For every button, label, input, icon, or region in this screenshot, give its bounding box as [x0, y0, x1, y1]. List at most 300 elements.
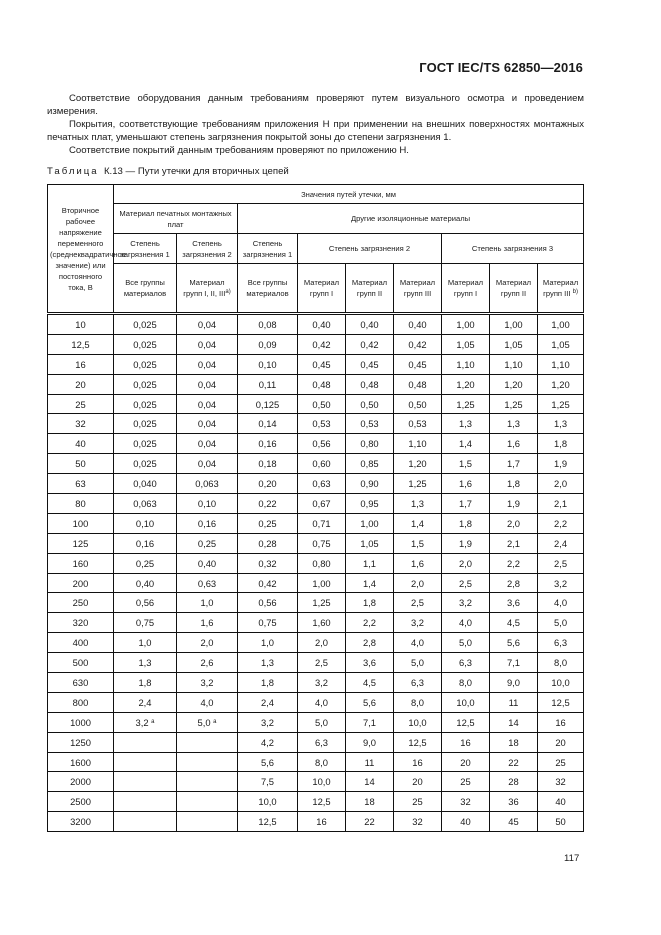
- creepage-cell: [298, 573, 346, 593]
- cell-value: 1600: [70, 756, 91, 768]
- creepage-cell: [394, 633, 442, 653]
- cell-value: 20: [460, 756, 471, 768]
- creepage-cell: [114, 354, 177, 374]
- table-row: [48, 394, 584, 414]
- creepage-cell: [346, 812, 394, 832]
- creepage-cell: [442, 394, 490, 414]
- creepage-cell: [490, 434, 538, 454]
- creepage-cell: [442, 732, 490, 752]
- creepage-cell: [346, 653, 394, 673]
- cell-value: 50: [555, 816, 566, 828]
- table-row: [48, 812, 584, 832]
- cell-value: 0,04: [197, 418, 217, 430]
- cell-value: 8,0: [458, 676, 473, 688]
- header-pd2-group-2: Материал групп II: [346, 264, 394, 314]
- table-row: [48, 673, 584, 693]
- cell-value: 80: [75, 497, 86, 509]
- voltage-cell: [48, 354, 114, 374]
- cell-value: 0,16: [197, 517, 217, 529]
- creepage-cell: [114, 553, 177, 573]
- cell-value: 7,1: [506, 657, 521, 669]
- creepage-cell: [442, 653, 490, 673]
- creepage-cell: [177, 653, 238, 673]
- cell-value: 6,3: [410, 676, 425, 688]
- table-row: [48, 553, 584, 573]
- cell-value: 1,25: [408, 478, 427, 490]
- cell-value: 2,2: [554, 517, 568, 529]
- cell-value: 1,9: [458, 537, 473, 549]
- cell-value: 0,16: [135, 537, 155, 549]
- cell-value: 3,6: [506, 597, 521, 609]
- cell-value: 320: [72, 617, 89, 629]
- cell-value: 2,0: [506, 517, 521, 529]
- cell-value: 0,63: [312, 478, 331, 490]
- creepage-cell: [238, 494, 298, 514]
- creepage-cell: [114, 732, 177, 752]
- cell-value: 12,5: [71, 338, 90, 350]
- cell-value: 22: [508, 756, 519, 768]
- creepage-cell: [346, 314, 394, 335]
- caption-label: Таблица: [47, 166, 99, 177]
- creepage-cell: [298, 513, 346, 533]
- cell-value: 0,025: [133, 378, 157, 390]
- creepage-cell: [538, 533, 584, 553]
- creepage-cell: [177, 394, 238, 414]
- cell-value: 2,4: [554, 537, 568, 549]
- cell-value: 0,42: [360, 338, 379, 350]
- creepage-cell: [346, 434, 394, 454]
- creepage-cell: [298, 673, 346, 693]
- cell-value: 2,0: [200, 637, 214, 649]
- creepage-cell: [298, 414, 346, 434]
- cell-value: 10,0: [408, 716, 427, 728]
- cell-value: 1,4: [362, 577, 377, 589]
- table-row: [48, 533, 584, 553]
- cell-value: 2,0: [314, 637, 329, 649]
- creepage-cell: [114, 394, 177, 414]
- creepage-cell: [238, 573, 298, 593]
- creepage-cell: [394, 533, 442, 553]
- creepage-cell: [346, 732, 394, 752]
- creepage-cell: [177, 712, 238, 732]
- cell-value: 3,2: [554, 577, 568, 589]
- cell-value: 4,0: [314, 696, 329, 708]
- voltage-cell: [48, 474, 114, 494]
- cell-value: 0,71: [312, 517, 331, 529]
- cell-value: 0,04: [197, 358, 217, 370]
- cell-value: 5,0: [458, 637, 473, 649]
- cell-value: 1,5: [410, 537, 425, 549]
- table-row: [48, 374, 584, 394]
- creepage-cell: [394, 474, 442, 494]
- cell-value: 0,45: [408, 358, 427, 370]
- table-row: [48, 752, 584, 772]
- creepage-cell: [538, 792, 584, 812]
- creepage-cell: [442, 434, 490, 454]
- cell-value: 1,00: [551, 318, 570, 330]
- creepage-cell: [442, 354, 490, 374]
- cell-value: 40: [555, 796, 566, 808]
- cell-value: 32: [75, 418, 86, 430]
- cell-value: 20: [555, 736, 566, 748]
- header-pcb-material: Материал печатных монтажных плат: [114, 204, 238, 234]
- cell-value: 2000: [70, 776, 91, 788]
- cell-value: 12,5: [312, 796, 331, 808]
- cell-value: 2,5: [410, 597, 425, 609]
- cell-value: 1,25: [456, 398, 475, 410]
- cell-value: 1,0: [260, 637, 275, 649]
- creepage-cell: [394, 772, 442, 792]
- creepage-cell: [490, 792, 538, 812]
- creepage-cell: [538, 573, 584, 593]
- creepage-cell: [114, 633, 177, 653]
- voltage-cell: [48, 434, 114, 454]
- creepage-cell: [442, 553, 490, 573]
- body-text: [47, 92, 584, 157]
- table-row: [48, 334, 584, 354]
- cell-value: 0,11: [258, 378, 277, 390]
- cell-value: 0,90: [360, 478, 379, 490]
- cell-value: 0,14: [258, 418, 277, 430]
- cell-value: 0,85: [360, 458, 379, 470]
- cell-value: 4,0: [410, 637, 425, 649]
- cell-value: 1,8: [362, 597, 377, 609]
- creepage-cell: [394, 812, 442, 832]
- cell-value: 4,5: [362, 676, 377, 688]
- cell-value: 0,40: [312, 318, 331, 330]
- cell-value: 2,2: [506, 557, 521, 569]
- cell-value: 1,25: [551, 398, 570, 410]
- voltage-cell: [48, 533, 114, 553]
- creepage-cell: [238, 633, 298, 653]
- header-pd2-group-1: Материал групп I: [298, 264, 346, 314]
- creepage-cell: [177, 553, 238, 573]
- creepage-cell: [394, 513, 442, 533]
- creepage-cell: [114, 653, 177, 673]
- creepage-cell: [346, 752, 394, 772]
- cell-value: 20: [75, 378, 86, 390]
- cell-value: 16: [316, 816, 327, 828]
- table-body: [48, 314, 584, 832]
- cell-value: 0,53: [312, 418, 331, 430]
- cell-value: 1,6: [410, 557, 425, 569]
- cell-value: 1,25: [312, 597, 331, 609]
- voltage-cell: [48, 812, 114, 832]
- creepage-cell: [442, 613, 490, 633]
- cell-value: 0,42: [312, 338, 331, 350]
- cell-value: 2,6: [200, 657, 214, 669]
- cell-value: 2,8: [506, 577, 521, 589]
- cell-value: 25: [555, 756, 566, 768]
- cell-value: 1,3: [138, 657, 152, 669]
- creepage-cell: [490, 772, 538, 792]
- header-pcb-pd2: Степень загрязнения 2: [177, 234, 238, 264]
- creepage-cell: [298, 692, 346, 712]
- creepage-cell: [394, 573, 442, 593]
- creepage-cell: [298, 314, 346, 335]
- creepage-cell: [538, 633, 584, 653]
- table-row: [48, 573, 584, 593]
- cell-value: 1,10: [551, 358, 570, 370]
- creepage-cell: [298, 772, 346, 792]
- cell-value: 8,0: [410, 696, 425, 708]
- cell-value: 0,025: [133, 338, 157, 350]
- cell-value: 1,10: [456, 358, 475, 370]
- creepage-cell: [177, 354, 238, 374]
- cell-value: 1,05: [551, 338, 570, 350]
- voltage-cell: [48, 692, 114, 712]
- cell-value: 1,8: [506, 478, 521, 490]
- cell-value: 0,48: [312, 378, 331, 390]
- cell-value: 18: [364, 796, 375, 808]
- cell-value: 0,025: [133, 358, 157, 370]
- creepage-cell: [490, 394, 538, 414]
- creepage-cell: [346, 474, 394, 494]
- cell-value: 9,0: [506, 676, 521, 688]
- creepage-cell: [238, 374, 298, 394]
- table-row: [48, 792, 584, 812]
- creepage-cell: [298, 474, 346, 494]
- cell-value: 14: [364, 776, 375, 788]
- creepage-cell: [490, 334, 538, 354]
- cell-value: 1,05: [360, 537, 379, 549]
- cell-value: 1,4: [410, 517, 425, 529]
- cell-value: 0,42: [408, 338, 427, 350]
- creepage-cell: [346, 633, 394, 653]
- cell-value: 1,7: [506, 458, 521, 470]
- creepage-cell: [442, 812, 490, 832]
- cell-value: 6,3: [458, 657, 473, 669]
- cell-value: 10,0: [551, 676, 570, 688]
- creepage-cell: [177, 573, 238, 593]
- cell-value: 6,3: [554, 637, 568, 649]
- cell-value: 0,80: [312, 557, 331, 569]
- cell-value: 3,2: [200, 676, 214, 688]
- creepage-cell: [442, 314, 490, 335]
- creepage-cell: [114, 474, 177, 494]
- creepage-cell: [238, 354, 298, 374]
- cell-value: 0,56: [312, 438, 331, 450]
- table-row: [48, 772, 584, 792]
- creepage-cell: [538, 454, 584, 474]
- creepage-cell: [394, 653, 442, 673]
- creepage-cell: [298, 454, 346, 474]
- cell-value: 0,04: [197, 378, 217, 390]
- cell-value: 0,40: [135, 577, 155, 589]
- creepage-cell: [177, 613, 238, 633]
- cell-value: 2,8: [362, 637, 377, 649]
- cell-value: 7,5: [260, 776, 275, 788]
- voltage-cell: [48, 772, 114, 792]
- cell-value: 0,025: [133, 398, 157, 410]
- table-row: [48, 474, 584, 494]
- creepage-cell: [394, 712, 442, 732]
- cell-value: 1,3: [506, 418, 521, 430]
- creepage-cell: [538, 314, 584, 335]
- cell-value: 1,3: [260, 657, 275, 669]
- creepage-cell: [298, 752, 346, 772]
- creepage-cell: [238, 414, 298, 434]
- cell-value: 0,80: [360, 438, 379, 450]
- voltage-cell: [48, 752, 114, 772]
- cell-value: 0,56: [258, 597, 277, 609]
- voltage-cell: [48, 613, 114, 633]
- table-row: [48, 653, 584, 673]
- cell-value: 100: [72, 517, 89, 529]
- creepage-cell: [177, 474, 238, 494]
- cell-value: 1,1: [362, 557, 377, 569]
- creepage-cell: [538, 474, 584, 494]
- creepage-cell: [538, 334, 584, 354]
- cell-value: 0,04: [197, 438, 217, 450]
- cell-value: 4,0: [554, 597, 568, 609]
- cell-value: 0,04: [197, 398, 217, 410]
- creepage-cell: [490, 533, 538, 553]
- cell-value: 200: [72, 577, 89, 589]
- cell-value: 22: [364, 816, 375, 828]
- cell-value: 11: [508, 696, 519, 708]
- cell-value: 0,025: [133, 458, 157, 470]
- creepage-cell: [346, 673, 394, 693]
- header-other-pd3: Степень загрязнения 3: [442, 234, 584, 264]
- cell-value: 1,4: [458, 438, 473, 450]
- creepage-cell: [298, 653, 346, 673]
- cell-value: 0,53: [360, 418, 379, 430]
- cell-value: 10: [75, 318, 86, 330]
- cell-value: 1,7: [458, 497, 473, 509]
- creepage-cell: [394, 394, 442, 414]
- table-caption: [47, 166, 289, 177]
- table-row: [48, 732, 584, 752]
- voltage-cell: [48, 653, 114, 673]
- creepage-cell: [490, 494, 538, 514]
- header-creepage-values: Значения путей утечки, мм: [114, 185, 584, 204]
- creepage-cell: [238, 553, 298, 573]
- creepage-cell: [177, 673, 238, 693]
- creepage-cell: [490, 633, 538, 653]
- creepage-cell: [238, 434, 298, 454]
- creepage-cell: [490, 513, 538, 533]
- creepage-cell: [346, 712, 394, 732]
- cell-value: 11: [364, 756, 375, 768]
- caption-text: К.13 — Пути утечки для вторичных цепей: [103, 166, 289, 177]
- cell-value: 0,75: [258, 617, 277, 629]
- voltage-cell: [48, 593, 114, 613]
- cell-value: 0,75: [135, 617, 155, 629]
- cell-value: 0,04: [197, 458, 217, 470]
- cell-value: 2,5: [554, 557, 568, 569]
- cell-value: 0,04: [197, 318, 217, 330]
- creepage-cell: [442, 792, 490, 812]
- creepage-cell: [238, 314, 298, 335]
- table-row: [48, 593, 584, 613]
- cell-value: 2,5: [458, 577, 473, 589]
- creepage-cell: [238, 394, 298, 414]
- creepage-cell: [490, 593, 538, 613]
- creepage-cell: [238, 653, 298, 673]
- creepage-cell: [177, 414, 238, 434]
- creepage-cell: [298, 613, 346, 633]
- creepage-cell: [114, 374, 177, 394]
- creepage-cell: [346, 374, 394, 394]
- header-pd3-group-2: Материал групп II: [490, 264, 538, 314]
- cell-value: 0,50: [408, 398, 427, 410]
- header-groups-123-text: Материал групп I, II, III: [183, 278, 226, 298]
- creepage-cell: [538, 394, 584, 414]
- cell-value: 12,5: [551, 696, 570, 708]
- cell-value: 0,10: [258, 358, 277, 370]
- cell-value: 7,1: [362, 716, 377, 728]
- cell-value: 2,2: [362, 617, 377, 629]
- creepage-cell: [538, 692, 584, 712]
- creepage-cell: [238, 513, 298, 533]
- creepage-cell: [442, 533, 490, 553]
- creepage-cell: [238, 613, 298, 633]
- cell-value: 2500: [70, 796, 91, 808]
- creepage-cell: [298, 374, 346, 394]
- creepage-cell: [114, 752, 177, 772]
- paragraph-1: Соответствие оборудования данным требованиям проверяют путем визуального осмотра и проведением измерения.: [47, 93, 584, 117]
- cell-value: 0,56: [135, 597, 155, 609]
- cell-value: 5,6: [506, 637, 521, 649]
- header-pcb-pd1: Степень загрязнения 1: [114, 234, 177, 264]
- header-all-groups-other: Все группы материалов: [238, 264, 298, 314]
- creepage-cell: [114, 593, 177, 613]
- creepage-cell: [346, 414, 394, 434]
- creepage-cell: [177, 792, 238, 812]
- creepage-cell: [490, 692, 538, 712]
- creepage-cell: [490, 613, 538, 633]
- creepage-cell: [114, 812, 177, 832]
- creepage-cell: [394, 732, 442, 752]
- creepage-cell: [394, 434, 442, 454]
- cell-value: 25: [412, 796, 423, 808]
- creepage-cell: [298, 732, 346, 752]
- cell-value: 0,025: [133, 418, 157, 430]
- creepage-cell: [346, 772, 394, 792]
- cell-value: 0,04: [197, 338, 217, 350]
- creepage-cell: [346, 573, 394, 593]
- cell-value: 28: [508, 776, 519, 788]
- cell-value: 125: [72, 537, 89, 549]
- cell-value: 10,0: [312, 776, 331, 788]
- cell-value: 3,6: [362, 657, 377, 669]
- creepage-cell: [490, 374, 538, 394]
- cell-value: 0,50: [360, 398, 379, 410]
- cell-value: 1,8: [458, 517, 473, 529]
- cell-value: 0,40: [197, 557, 217, 569]
- cell-value: 2,1: [554, 497, 568, 509]
- cell-value: 25: [75, 398, 86, 410]
- cell-value: 0,75: [312, 537, 331, 549]
- creepage-cell: [538, 653, 584, 673]
- cell-value: 160: [72, 557, 89, 569]
- creepage-cell: [177, 533, 238, 553]
- cell-value: 32: [412, 816, 423, 828]
- creepage-cell: [238, 752, 298, 772]
- cell-value: 1,0: [200, 597, 214, 609]
- creepage-cell: [298, 553, 346, 573]
- creepage-table: [47, 184, 584, 832]
- creepage-cell: [238, 712, 298, 732]
- creepage-cell: [238, 812, 298, 832]
- creepage-cell: [114, 673, 177, 693]
- cell-value: 1,6: [506, 438, 521, 450]
- creepage-cell: [538, 553, 584, 573]
- document-id-header: ГОСТ IEC/TS 62850—2016: [419, 60, 583, 75]
- cell-value: 0,040: [133, 478, 157, 490]
- header-other-materials: Другие изоляционные материалы: [238, 204, 584, 234]
